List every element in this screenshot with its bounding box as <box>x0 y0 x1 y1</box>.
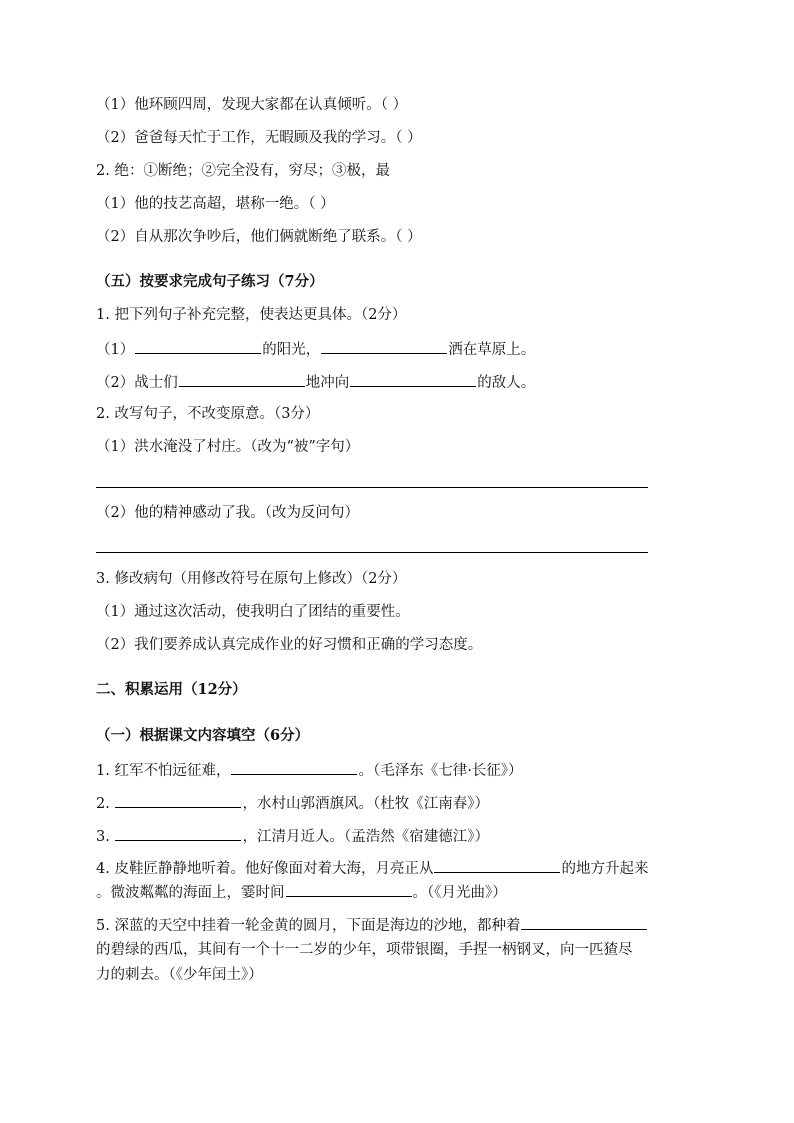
text: 地冲向 <box>305 375 350 391</box>
blank[interactable] <box>321 339 447 354</box>
fill-1 <box>96 760 523 781</box>
fill-2 <box>96 793 489 814</box>
s5-q1-1 <box>96 339 535 360</box>
blank[interactable] <box>115 793 241 808</box>
text: （2）战士们 <box>96 375 178 391</box>
line-s4-i1: （1）他环顾四周，发现大家都在认真倾听。（ ） <box>96 97 408 113</box>
fill-4-line2 <box>96 882 507 903</box>
answer-line-2[interactable] <box>96 552 648 553</box>
s5-q3-1: （1）通过这次活动，使我明白了团结的重要性。 <box>96 604 410 620</box>
text: 。微波粼粼的海面上，霎时间 <box>96 885 285 901</box>
text: 的地方升起来 <box>561 861 649 877</box>
line-s4-i3: （1）他的技艺高超，堪称一绝。（ ） <box>96 196 335 212</box>
part2-title: 二、积累运用（12分） <box>96 681 247 698</box>
line-s4-i2: （2）爸爸每天忙于工作，无暇顾及我的学习。（ ） <box>96 130 422 146</box>
text: 1. 红军不怕远征难， <box>96 763 231 779</box>
text: ，江清月近人。（孟浩然《宿建德江》） <box>242 829 489 845</box>
part2-sub-title: （一）根据课文内容填空（6分） <box>96 727 310 744</box>
blank[interactable] <box>135 339 261 354</box>
blank[interactable] <box>521 915 647 930</box>
text: 的阳光， <box>262 342 321 358</box>
text: 5. 深蓝的天空中挂着一轮金黄的圆月，下面是海边的沙地，都种着 <box>96 918 521 934</box>
line-s4-i4: （2）自从那次争吵后，他们俩就断绝了联系。（ ） <box>96 229 422 245</box>
text: 。（毛泽东《七律·长征》） <box>358 763 523 779</box>
s5-q3-2: （2）我们要养成认真完成作业的好习惯和正确的学习态度。 <box>96 637 483 653</box>
s5-q1: 1. 把下列句子补充完整，使表达更具体。（2分） <box>96 307 407 323</box>
text: ，水村山郭酒旗风。（杜牧《江南春》） <box>242 796 489 812</box>
s5-q1-2 <box>96 372 535 393</box>
text: 4. 皮鞋匠静静地听着。他好像面对着大海，月亮正从 <box>96 861 434 877</box>
fill-5-line3: 力的刺去。（《少年闰土》） <box>96 967 263 983</box>
fill-5-line2: 的碧绿的西瓜，其间有一个十一二岁的少年，项带银圈，手捏一柄钢叉，向一匹猹尽 <box>96 942 633 958</box>
fill-4-line1 <box>96 858 648 879</box>
text: 洒在草原上。 <box>448 342 536 358</box>
s5-q3: 3. 修改病句（用修改符号在原句上修改）（2分） <box>96 571 407 587</box>
blank[interactable] <box>115 826 241 841</box>
blank[interactable] <box>179 372 305 387</box>
line-s4-q2: 2. 绝：①断绝；②完全没有，穷尽；③极，最 <box>96 163 390 179</box>
section5-title: （五）按要求完成句子练习（7分） <box>96 273 324 290</box>
blank[interactable] <box>350 372 476 387</box>
text: 的敌人。 <box>477 375 536 391</box>
blank[interactable] <box>231 760 357 775</box>
s5-q2-1: （1）洪水淹没了村庄。（改为“被”字句） <box>96 439 360 455</box>
text: 2. <box>96 796 115 812</box>
text: 。（《月光曲》） <box>412 885 507 901</box>
answer-line-1[interactable] <box>96 487 648 488</box>
blank[interactable] <box>286 882 412 897</box>
fill-3 <box>96 826 489 847</box>
s5-q2-2: （2）他的精神感动了我。（改为反问句） <box>96 505 359 521</box>
text: （1） <box>96 342 135 358</box>
text: 3. <box>96 829 115 845</box>
fill-5-line1 <box>96 915 648 936</box>
blank[interactable] <box>434 858 560 873</box>
s5-q2: 2. 改写句子，不改变原意。（3分） <box>96 406 320 422</box>
